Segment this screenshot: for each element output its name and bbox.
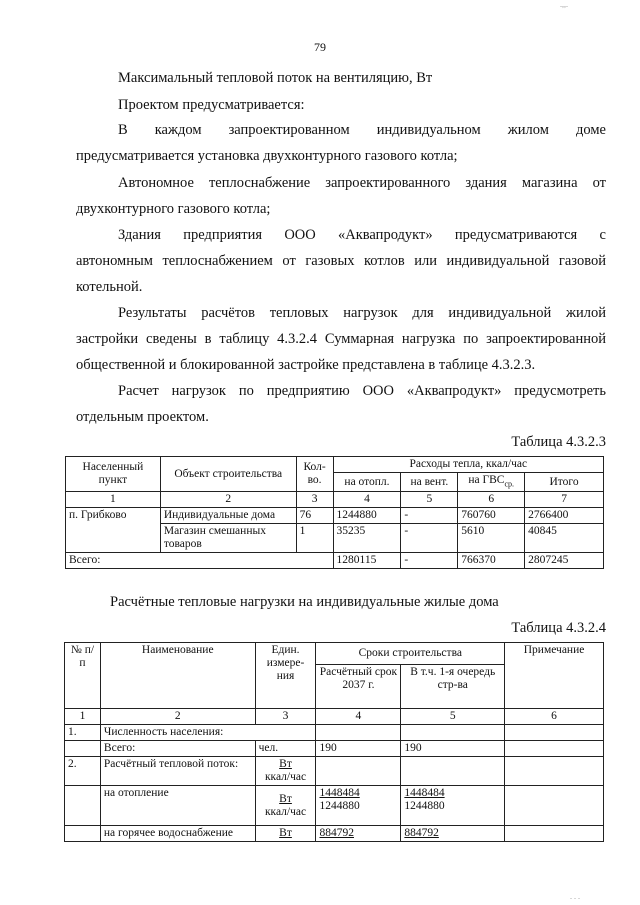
col-header-calc: Расчётный срок 2037 г. — [316, 665, 401, 709]
table1-caption: Таблица 4.3.2.3 — [511, 434, 606, 450]
table-row — [65, 826, 604, 842]
vent-cell: - — [401, 524, 458, 553]
paragraph-results-line1 — [118, 305, 606, 322]
unit-cell — [255, 826, 316, 842]
row-name: Численность населения: — [100, 725, 316, 741]
paragraph-house-line2: предусматривается установка двухконтурного газового котла; — [76, 148, 458, 164]
col-header-object: Объект строительства — [160, 457, 296, 492]
word: застройки — [76, 331, 139, 347]
col-header-heating: на отопл. — [333, 473, 401, 492]
col-header-no: № п/п — [65, 643, 101, 709]
count-cell: 1 — [296, 524, 333, 553]
col-header-settlement: Населенный пункт — [66, 457, 161, 492]
word: «Аквапродукт» — [338, 227, 433, 243]
calc-cell: 190 — [316, 741, 401, 757]
word: каждом — [154, 122, 202, 138]
value-top: 1448484 — [319, 787, 360, 799]
word: запроектированной — [486, 331, 606, 347]
stage-cell — [401, 786, 505, 826]
col-number: 4 — [333, 492, 401, 508]
col-header-unit: Един. измере-ния — [255, 643, 316, 709]
paragraph-enterprise-line3: котельной. — [76, 279, 143, 295]
empty-cell — [65, 786, 101, 826]
word: предусмотреть — [514, 383, 606, 399]
empty-cell — [65, 826, 101, 842]
object-cell: Индивидуальные дома — [160, 508, 296, 524]
word: газовой — [558, 253, 606, 269]
empty-cell — [505, 786, 604, 826]
col-header-vent: на вент. — [401, 473, 458, 492]
paragraph-shop-line1 — [118, 175, 606, 192]
word: Автономное — [118, 175, 194, 191]
word: В — [118, 122, 128, 138]
word: автономным — [76, 253, 153, 269]
empty-cell — [316, 757, 401, 786]
word: нагрузок — [343, 305, 398, 321]
word: предприятия — [183, 227, 263, 243]
word: индивидуальной — [446, 253, 550, 269]
col-number: 2 — [160, 492, 296, 508]
col-header-terms: Сроки строительства — [316, 643, 505, 665]
col-number: 1 — [66, 492, 161, 508]
col-header-heat: Расходы тепла, ккал/час — [333, 457, 603, 473]
word: ООО — [362, 383, 394, 399]
gvs-sub: ср. — [504, 479, 515, 489]
word: Суммарная — [324, 331, 395, 347]
empty-cell — [65, 741, 101, 757]
word: индивидуальном — [376, 122, 481, 138]
paragraph-house-line1 — [118, 122, 606, 139]
total-cell: 2766400 — [525, 508, 604, 524]
word: Расчет — [118, 383, 159, 399]
vent-cell: - — [401, 508, 458, 524]
word: запроектированного — [325, 175, 451, 191]
word: индивидуальной — [448, 305, 552, 321]
word: здания — [465, 175, 507, 191]
word: 4.3.2.4 — [277, 331, 318, 347]
empty-cell — [505, 741, 604, 757]
col-number: 5 — [401, 709, 505, 725]
settlement-cell: п. Грибково — [66, 508, 161, 553]
paragraph-separate-line2: отдельным проектом. — [76, 409, 209, 425]
vent-cell: - — [401, 553, 458, 569]
word: газовых — [305, 253, 355, 269]
table-row — [65, 725, 604, 741]
total-cell: 40845 — [525, 524, 604, 553]
row-name: Всего: — [100, 741, 255, 757]
word: по — [463, 331, 479, 347]
unit-top: Вт — [279, 827, 292, 839]
total-label: Всего: — [66, 553, 334, 569]
word: жилой — [565, 305, 606, 321]
value-top: 884792 — [404, 827, 439, 839]
col-number: 2 — [100, 709, 255, 725]
table-row — [66, 508, 604, 524]
word: жилом — [507, 122, 549, 138]
col-header-note: Примечание — [505, 643, 604, 709]
paragraph-ventilation: Максимальный тепловой поток на вентиляцию, Вт — [118, 70, 433, 86]
unit-cell — [255, 786, 316, 826]
value-top: 884792 — [319, 827, 354, 839]
empty-cell — [505, 725, 604, 741]
word: предусматриваются — [454, 227, 578, 243]
unit-top: Вт — [279, 758, 292, 770]
stage-cell: 190 — [401, 741, 505, 757]
word: теплоснабжение — [208, 175, 311, 191]
value-bottom: 1244880 — [319, 800, 360, 812]
calc-cell — [316, 786, 401, 826]
word: или — [414, 253, 437, 269]
paragraph-shop-line2: двухконтурного газового котла; — [76, 201, 271, 217]
heating-cell: 1244880 — [333, 508, 401, 524]
scan-mark-bottom: . . . — [570, 892, 580, 901]
empty-cell — [316, 725, 401, 741]
paragraph-enterprise-line2 — [76, 253, 606, 270]
gvs-cell: 760760 — [458, 508, 525, 524]
heating-cell: 35235 — [333, 524, 401, 553]
word: предприятию — [266, 383, 350, 399]
word: от — [282, 253, 296, 269]
col-header-total: Итого — [525, 473, 604, 492]
table2-title: Расчётные тепловые нагрузки на индивидуальные жилые дома — [110, 594, 499, 610]
row-name: Расчётный тепловой поток: — [100, 757, 255, 786]
word: сведены — [146, 331, 197, 347]
unit-bottom: ккал/час — [264, 771, 307, 783]
row-name: на горячее водоснабжение — [100, 826, 255, 842]
value-top: 1448484 — [404, 787, 445, 799]
unit-bottom: ккал/час — [264, 805, 307, 818]
col-header-count: Кол-во. — [296, 457, 333, 492]
word: теплоснабжением — [162, 253, 273, 269]
paragraph-separate-line1 — [118, 383, 606, 400]
col-number: 6 — [505, 709, 604, 725]
row-number: 1. — [65, 725, 101, 741]
unit-top: Вт — [279, 792, 292, 805]
word: Результаты — [118, 305, 187, 321]
value-bottom: 1244880 — [404, 800, 445, 812]
table-row — [65, 757, 604, 786]
word: Здания — [118, 227, 161, 243]
col-number: 1 — [65, 709, 101, 725]
heat-load-table — [65, 456, 604, 569]
word: с — [599, 227, 606, 243]
word: таблицу — [219, 331, 270, 347]
word: расчётов — [201, 305, 255, 321]
paragraph-enterprise-line1 — [118, 227, 606, 244]
row-number: 2. — [65, 757, 101, 786]
col-number: 4 — [316, 709, 401, 725]
row-name: на отопление — [100, 786, 255, 826]
empty-cell — [401, 725, 505, 741]
empty-cell — [505, 757, 604, 786]
paragraph-results-line3: общественной и блокированной застройке представлена в таблице 4.3.2.3. — [76, 357, 536, 373]
word: «Аквапродукт» — [406, 383, 502, 399]
table-row — [65, 786, 604, 826]
object-cell: Магазин смешанных товаров — [160, 524, 296, 553]
table2-caption: Таблица 4.3.2.4 — [511, 620, 606, 636]
table-total-row — [66, 553, 604, 569]
empty-cell — [505, 826, 604, 842]
page-number: 79 — [314, 40, 326, 54]
word: по — [238, 383, 254, 399]
col-number: 7 — [525, 492, 604, 508]
col-number: 6 — [458, 492, 525, 508]
gvs-label: на ГВС — [468, 474, 505, 486]
total-cell: 2807245 — [525, 553, 604, 569]
word: нагрузка — [401, 331, 456, 347]
table-row — [65, 741, 604, 757]
unit-cell: чел. — [255, 741, 316, 757]
scan-mark-top: .,,. — [560, 0, 568, 9]
col-number: 3 — [255, 709, 316, 725]
word: доме — [575, 122, 606, 138]
col-header-name: Наименование — [100, 643, 255, 709]
word: от — [592, 175, 606, 191]
word: нагрузок — [171, 383, 226, 399]
word: запроектированном — [228, 122, 350, 138]
house-load-table — [64, 642, 604, 842]
count-cell: 76 — [296, 508, 333, 524]
heating-cell: 1280115 — [333, 553, 401, 569]
gvs-cell: 5610 — [458, 524, 525, 553]
col-header-gvs — [458, 473, 525, 492]
col-number: 5 — [401, 492, 458, 508]
word: магазина — [521, 175, 578, 191]
empty-cell — [401, 757, 505, 786]
calc-cell — [316, 826, 401, 842]
word: тепловых — [269, 305, 329, 321]
col-number: 3 — [296, 492, 333, 508]
word: для — [412, 305, 434, 321]
paragraph-project-intro: Проектом предусматривается: — [118, 97, 305, 113]
word: котлов — [363, 253, 405, 269]
paragraph-results-line2 — [76, 331, 606, 348]
unit-cell — [255, 757, 316, 786]
word: ООО — [284, 227, 316, 243]
gvs-cell: 766370 — [458, 553, 525, 569]
col-header-stage: В т.ч. 1-я очередь стр-ва — [401, 665, 505, 709]
word: в — [204, 331, 212, 347]
stage-cell — [401, 826, 505, 842]
